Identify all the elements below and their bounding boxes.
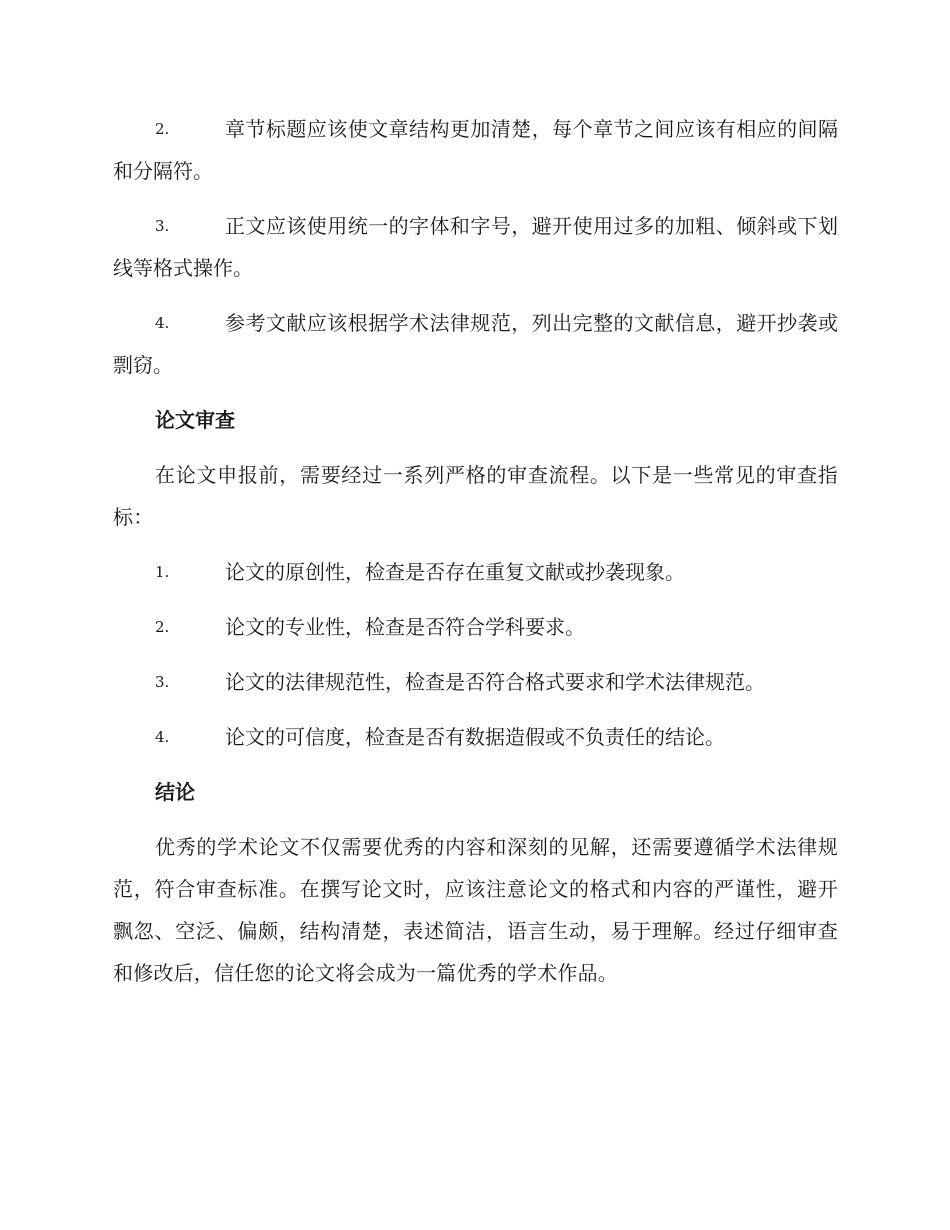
list-item-number: 3. — [155, 217, 170, 235]
document-body — [113, 108, 838, 1007]
list-item — [113, 716, 838, 758]
list-item-text: 论文的可信度，检查是否有数据造假或不负责任的结论。 — [225, 725, 725, 749]
list-item-number: 2. — [155, 618, 170, 636]
list-item-text: 参考文献应该根据学术法律规范，列出完整的文献信息，避开抄袭或剽窃。 — [113, 311, 838, 377]
list-item — [113, 661, 838, 703]
list-item-text: 论文的专业性，检查是否符合学科要求。 — [225, 615, 585, 639]
section-heading-conclusion: 结论 — [155, 780, 195, 804]
list-item-text: 论文的法律规范性，检查是否符合格式要求和学术法律规范。 — [225, 670, 765, 694]
list-item — [113, 205, 838, 289]
conclusion-paragraph: 优秀的学术论文不仅需要优秀的内容和深刻的见解，还需要遵循学术法律规范，符合审查标准。在撰写论文时，应该注意论文的格式和内容的严谨性，避开飘忽、空泛、偏颇，结构清楚，表述简洁，语言生动，易于理解。经过仔细审查和修改后，信任您的论文将会成为一篇优秀的学术作品。 — [113, 835, 838, 985]
section-heading-review: 论文审查 — [155, 408, 235, 432]
list-item-number: 4. — [155, 728, 170, 746]
list-item-text: 正文应该使用统一的字体和字号，避开使用过多的加粗、倾斜或下划线等格式操作。 — [113, 214, 838, 280]
list-item-text: 章节标题应该使文章结构更加清楚，每个章节之间应该有相应的间隔和分隔符。 — [113, 117, 838, 183]
review-intro-paragraph: 在论文申报前，需要经过一系列严格的审查流程。以下是一些常见的审查指标： — [113, 463, 838, 529]
list-item-text: 论文的原创性，检查是否存在重复文献或抄袭现象。 — [225, 560, 685, 584]
list-item — [113, 108, 838, 192]
list-item-number: 2. — [155, 120, 170, 138]
list-item-number: 4. — [155, 314, 170, 332]
list-item — [113, 302, 838, 386]
list-item — [113, 606, 838, 648]
list-item — [113, 551, 838, 593]
list-item-number: 3. — [155, 673, 170, 691]
list-item-number: 1. — [155, 563, 170, 581]
